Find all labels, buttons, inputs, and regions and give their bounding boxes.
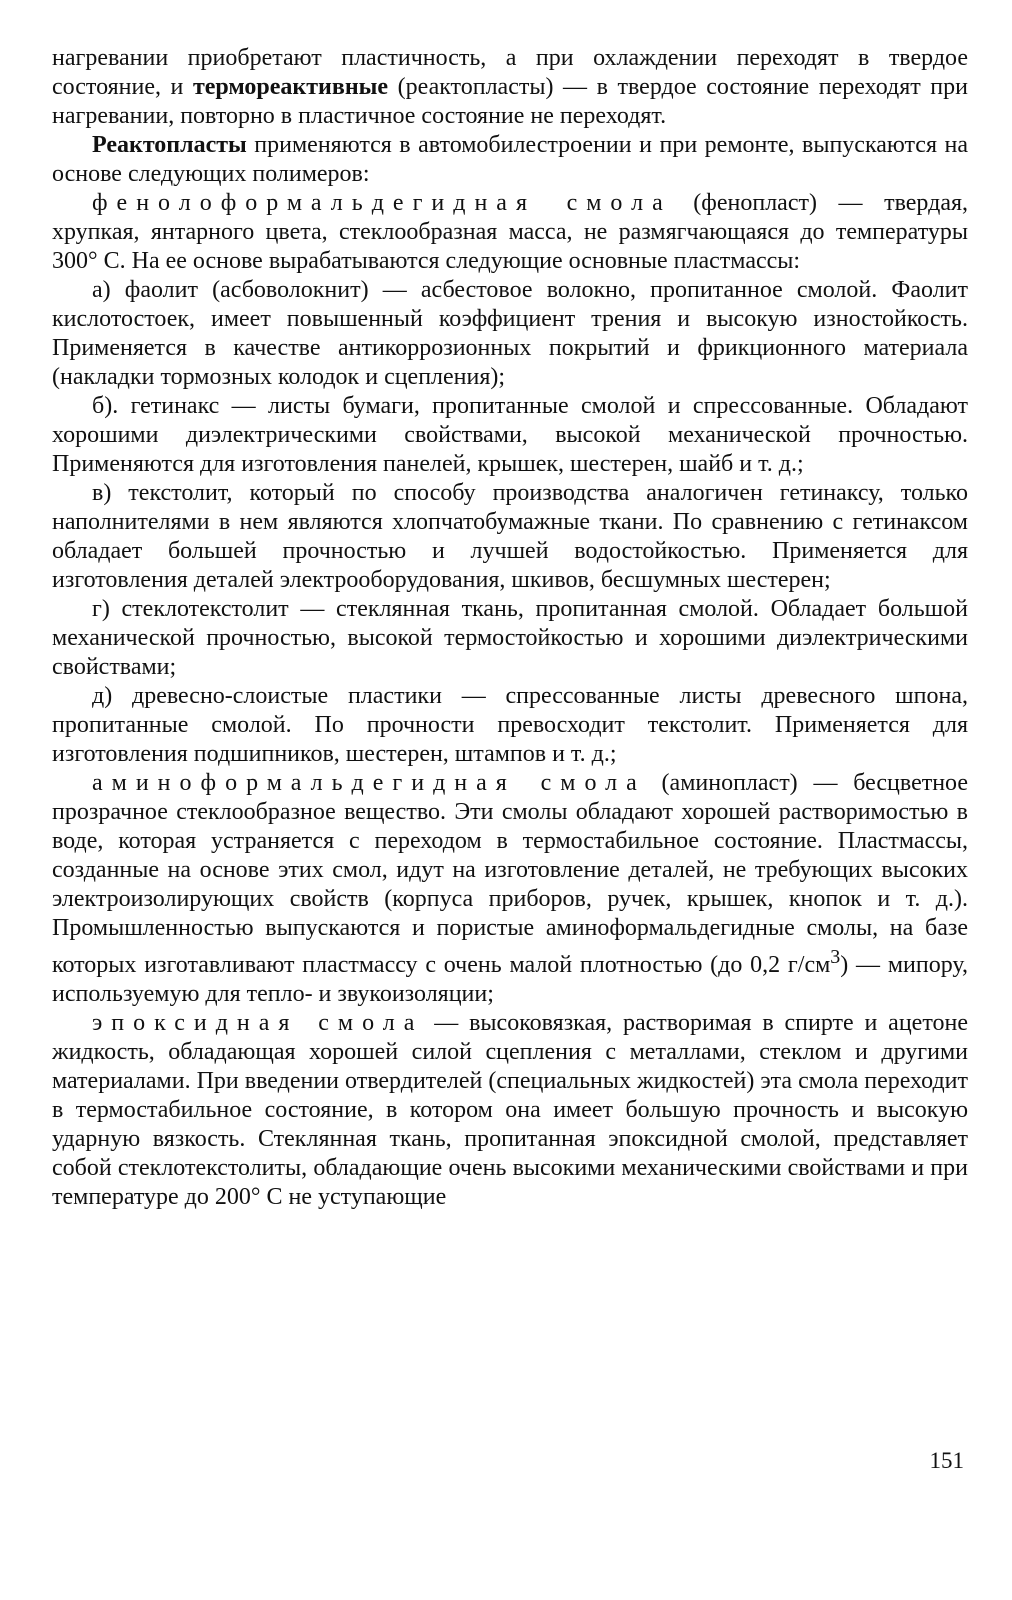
- list-item-getinaks: б). гетинакс — листы бумаги, пропитанные смолой и спрессованные. Обладают хорошими диэлектрическими свойствами, высокой механической прочностью. Применяются для изготовления панелей, крышек, шестерен, шайб и т. д.;: [52, 393, 968, 477]
- paragraph-epoxy-resin: [52, 1009, 968, 1212]
- paragraph-thermoplastics-intro: [52, 44, 968, 131]
- text-run: (реактопласты) — в твердое состояние переходят при нагревании, повторно в пластичное состояние не переходят.: [52, 74, 968, 129]
- page-number: 151: [929, 1448, 964, 1473]
- term-epoxy-resin: эпоксидная смола: [92, 1010, 424, 1036]
- list-item-wood-laminates: д) древесно-слоистые пластики — спрессованные листы древесного шпона, пропитанные смолой. По прочности превосходит текстолит. Применяется для изготовления подшипников, шестерен, штампов и т. д.;: [52, 683, 968, 767]
- paragraph-amino-formaldehyde-resin: [52, 769, 968, 1009]
- list-item-faolit: а) фаолит (асбоволокнит) — асбестовое волокно, пропитанное смолой. Фаолит кислотостоек, имеет повышенный коэффициент трения и высокую изностойкость. Применяется в качестве антикоррозионных покрытий и фрикционного материала (накладки тормозных колодок и сцепления);: [52, 277, 968, 390]
- list-item-textolite: в) текстолит, который по способу производства аналогичен гетинаксу, только наполнителями в нем являются хлопчатобумажные ткани. По сравнению с гетинаксом обладает большей прочностью и лучшей водостойкостью. Применяется для изготовления деталей электрооборудования, шкивов, бесшумных шестерен;: [52, 480, 968, 593]
- superscript: 3: [830, 946, 841, 968]
- text-run: нагревании приобретают пластичность, а при охлаждении переходят в твердое состояние, и: [52, 45, 968, 100]
- paragraph-reactoplasts: [52, 131, 968, 189]
- term-reactoplasts: Реактопласты: [92, 132, 247, 158]
- book-page: [52, 44, 968, 1564]
- paragraph-phenol-formaldehyde-resin: [52, 189, 968, 276]
- term-phenol-formaldehyde-resin: фенолоформальдегидная смола: [92, 190, 672, 216]
- text-run: (фенопласт) — твердая, хрупкая, янтарного цвета, стеклообразная масса, не размягчающаяся до температуры 300° С. На ее основе вырабатываются следующие основные пластмассы:: [52, 190, 969, 274]
- text-run: (аминопласт) — бесцветное прозрачное стеклообразное вещество. Эти смолы обладают хорошей растворимостью в воде, которая устраняется с переходом в термостабильное состояние. Пластмассы, созданные на основе этих смол, идут на изготовление деталей, не требующих высоких электроизолирующих свойств (корпуса приборов, ручек, крышек, кнопок и т. д.). Промышленностью выпускаются и пористые аминоформальдегидные смолы, на базе которых изготавливают пластмассу с очень малой плотностью (до 0,2 г/см: [52, 770, 968, 978]
- term-amino-formaldehyde-resin: аминоформальдегидная смола: [92, 770, 646, 796]
- text-run: — высоковязкая, растворимая в спирте и ацетоне жидкость, обладающая хорошей силой сцепления с металлами, стеклом и другими материалами. При введении отвердителей (специальных жидкостей) эта смола переходит в термостабильное состояние, в котором она имеет большую прочность и высокую ударную вязкость. Стеклянная ткань, пропитанная эпоксидной смолой, представляет собой стеклотекстолиты, обладающие очень высокими механическими свойствами и при температуре до 200° С не уступающие: [52, 1010, 968, 1210]
- text-run: применяются в автомобилестроении и при ремонте, выпускаются на основе следующих полимеров:: [52, 132, 968, 187]
- text-run: ) — мипору, используемую для тепло- и звукоизоляции;: [52, 952, 968, 1007]
- term-thermoreactive: термореактивные: [192, 74, 389, 100]
- list-item-glass-textolite: г) стеклотекстолит — стеклянная ткань, пропитанная смолой. Обладает большой механической прочностью, высокой термостойкостью и хорошими диэлектрическими свойствами;: [52, 596, 968, 680]
